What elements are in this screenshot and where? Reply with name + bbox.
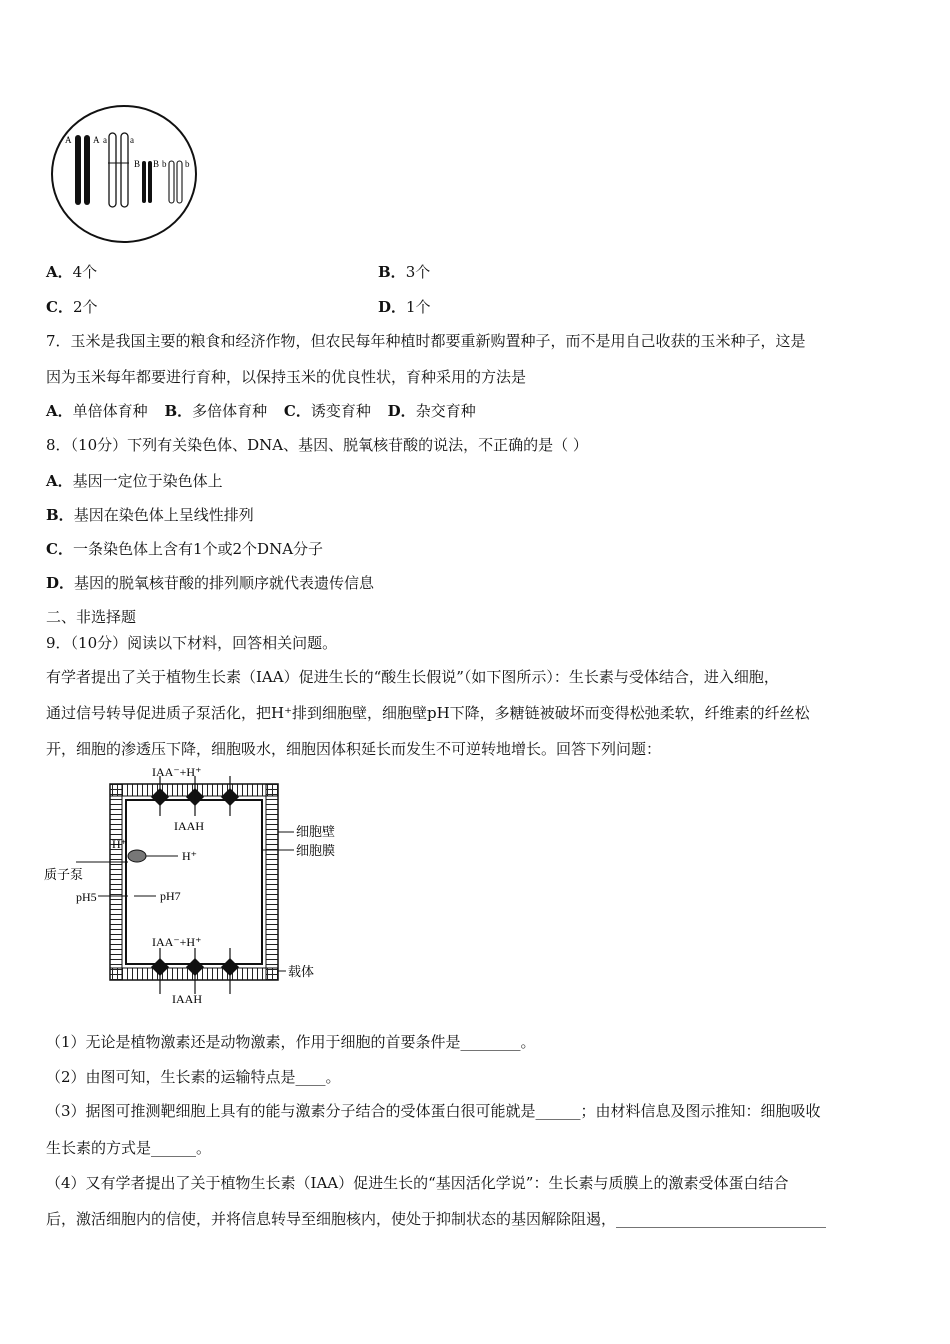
q7-option-c[interactable] xyxy=(284,402,371,420)
label-ph7: pH7 xyxy=(160,889,181,903)
option-key: A． xyxy=(46,402,73,420)
option-key: B． xyxy=(164,402,193,420)
q9-para-line1: 有学者提出了关于植物生长素（IAA）促进生长的“酸生长假说”（如下图所示）：生长素与受体结合，进入细胞， xyxy=(46,668,779,686)
q8-option-c[interactable] xyxy=(46,538,323,559)
label-ph5: pH5 xyxy=(76,890,97,904)
acid-growth-diagram xyxy=(40,762,380,1007)
top-product: IAAH xyxy=(174,819,204,833)
h-plus-in: H⁺ xyxy=(182,849,197,863)
option-key: B． xyxy=(46,506,74,524)
h-plus-out: H⁺ xyxy=(112,837,127,851)
option-text: 基因在染色体上呈线性排列 xyxy=(73,506,254,524)
option-key: D． xyxy=(378,298,407,316)
q9-para-line2: 通过信号转导促进质子泵活化，把H⁺排到细胞壁，细胞壁pH下降，多糖链被破坏而变得松弛柔软，纤维素的纤丝松 xyxy=(46,704,810,722)
option-text: 单倍体育种 xyxy=(72,402,148,420)
q8-option-d[interactable] xyxy=(46,572,374,593)
label-pump: 质子泵 xyxy=(44,867,84,882)
q9-sub4-line2: 后，激活细胞内的信使，并将信息转导至细胞核内，使处于抑制状态的基因解除阻遏，____________________________ xyxy=(46,1210,827,1228)
label-a-1: a xyxy=(103,135,107,145)
q9-sub2: （2）由图可知，生长素的运输特点是____。 xyxy=(46,1068,341,1086)
label-B-2: B xyxy=(153,159,160,169)
option-text: 诱变育种 xyxy=(310,402,371,420)
q7-option-a[interactable] xyxy=(46,402,148,420)
option-text: 一条染色体上含有1个或2个DNA分子 xyxy=(72,540,324,558)
q9-sub3-line2: 生长素的方式是______。 xyxy=(46,1139,212,1157)
q6-option-c[interactable] xyxy=(46,296,98,317)
option-text: 4个 xyxy=(72,263,98,281)
q7-options xyxy=(46,400,476,421)
q6-option-a[interactable] xyxy=(46,261,97,282)
option-key: C． xyxy=(46,298,73,316)
label-carrier: 载体 xyxy=(288,964,315,979)
section-heading: 二、非选择题 xyxy=(46,608,137,626)
label-membrane: 细胞膜 xyxy=(296,843,336,858)
q9-sub1: （1）无论是植物激素还是动物激素，作用于细胞的首要条件是________。 xyxy=(46,1033,536,1051)
label-a-2: a xyxy=(130,135,134,145)
option-key: C． xyxy=(46,540,73,558)
q8-option-a[interactable] xyxy=(46,470,223,491)
q7-option-d[interactable] xyxy=(388,402,476,420)
option-text: 基因一定位于染色体上 xyxy=(72,472,223,490)
option-key: A． xyxy=(46,472,73,490)
option-text: 多倍体育种 xyxy=(192,402,268,420)
bottom-product: IAAH xyxy=(172,992,202,1006)
q9-para-line3: 开，细胞的渗透压下降，细胞吸水，细胞因体积延长而发生不可逆转地增长。回答下列问题： xyxy=(46,740,662,758)
option-text: 3个 xyxy=(405,263,431,281)
q6-option-d[interactable] xyxy=(378,296,431,317)
q8-stem: 8．（10分）下列有关染色体、DNA、基因、脱氧核苷酸的说法，不正确的是（ ） xyxy=(46,436,588,454)
option-text: 杂交育种 xyxy=(415,402,476,420)
q8-option-b[interactable] xyxy=(46,504,254,525)
label-wall: 细胞壁 xyxy=(296,824,336,839)
label-A-2: A xyxy=(93,135,100,145)
q9-stem: 9．（10分）阅读以下材料，回答相关问题。 xyxy=(46,634,338,652)
q6-option-b[interactable] xyxy=(378,261,430,282)
option-key: C． xyxy=(283,402,311,420)
q9-sub4-line1: （4）又有学者提出了关于植物生长素（IAA）促进生长的“基因活化学说”：生长素与质膜上的激素受体蛋白结合 xyxy=(46,1174,789,1192)
top-formula: IAA⁻+H⁺ xyxy=(152,765,202,779)
chromosome-figure xyxy=(48,103,200,245)
option-text: 基因的脱氧核苷酸的排列顺序就代表遗传信息 xyxy=(74,574,375,592)
label-b-2: b xyxy=(185,159,190,169)
bottom-formula: IAA⁻+H⁺ xyxy=(152,935,202,949)
q9-sub3-line1: （3）据图可推测靶细胞上具有的能与激素分子结合的受体蛋白很可能就是______；由材料信息及图示推知：细胞吸收 xyxy=(46,1102,821,1120)
q7-stem-line2: 因为玉米每年都要进行育种，以保持玉米的优良性状，育种采用的方法是 xyxy=(46,368,527,386)
option-key: A． xyxy=(46,263,73,281)
option-text: 1个 xyxy=(406,298,431,316)
q7-stem-line1: 7．玉米是我国主要的粮食和经济作物，但农民每年种植时都要重新购置种子，而不是用自己收获的玉米种子，这是 xyxy=(46,332,806,350)
q7-option-b[interactable] xyxy=(164,402,267,420)
option-key: D． xyxy=(387,402,416,420)
label-B-1: B xyxy=(134,159,141,169)
label-A-1: A xyxy=(65,135,72,145)
label-b-1: b xyxy=(162,159,167,169)
option-text: 2个 xyxy=(72,298,98,316)
option-key: B． xyxy=(378,263,406,281)
option-key: D． xyxy=(46,574,75,592)
